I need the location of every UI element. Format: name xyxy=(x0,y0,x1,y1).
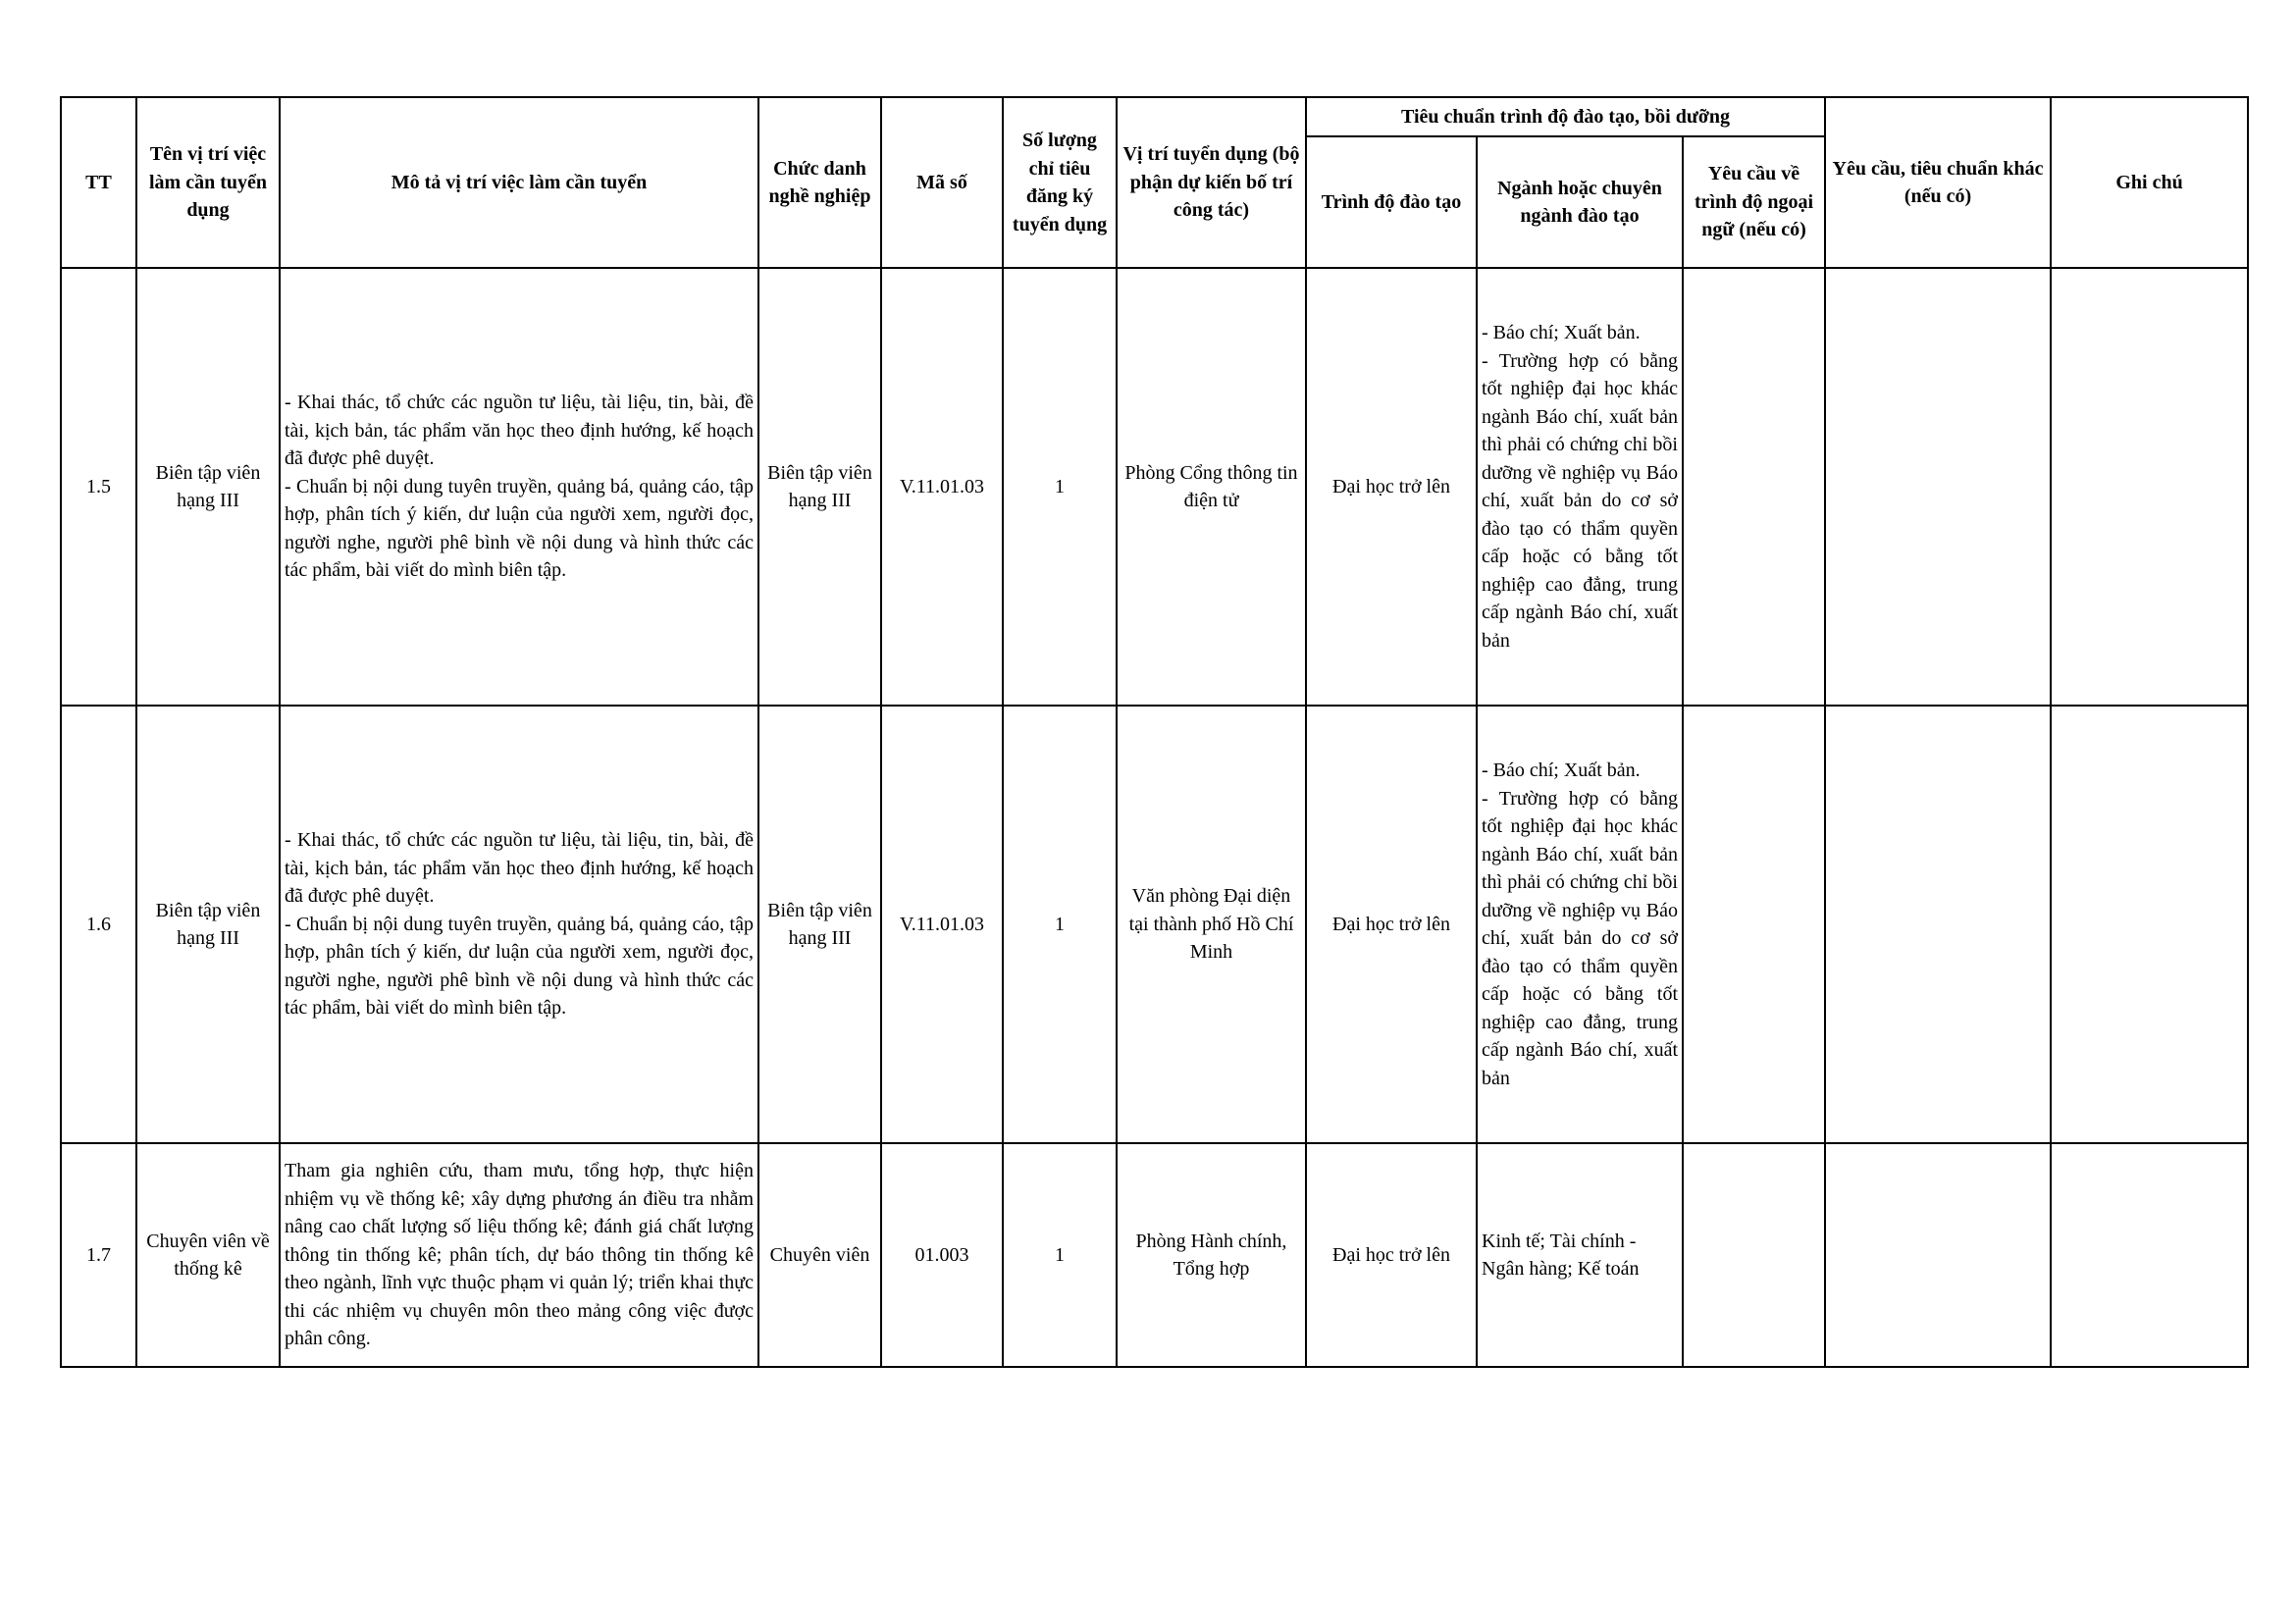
cell-quota: 1 xyxy=(1003,706,1117,1143)
table-row xyxy=(61,1143,2248,1367)
cell-education-level: Đại học trở lên xyxy=(1306,268,1477,706)
header-code: Mã số xyxy=(881,97,1003,268)
cell-quota: 1 xyxy=(1003,1143,1117,1367)
cell-title: Biên tập viên hạng III xyxy=(758,268,881,706)
header-major: Ngành hoặc chuyên ngành đào tạo xyxy=(1477,136,1683,268)
header-training-group: Tiêu chuẩn trình độ đào tạo, bồi dưỡng xyxy=(1306,97,1825,136)
header-position-name: Tên vị trí việc làm cần tuyển dụng xyxy=(136,97,280,268)
cell-language xyxy=(1683,268,1825,706)
cell-department: Văn phòng Đại diện tại thành phố Hồ Chí Minh xyxy=(1117,706,1306,1143)
cell-other-requirements xyxy=(1825,706,2051,1143)
cell-notes xyxy=(2051,1143,2248,1367)
header-language: Yêu cầu về trình độ ngoại ngữ (nếu có) xyxy=(1683,136,1825,268)
cell-tt: 1.6 xyxy=(61,706,136,1143)
cell-education-level: Đại học trở lên xyxy=(1306,706,1477,1143)
table-row xyxy=(61,706,2248,1143)
cell-notes xyxy=(2051,268,2248,706)
recruitment-table xyxy=(60,96,2249,1368)
header-row-top xyxy=(61,97,2248,136)
cell-code: V.11.01.03 xyxy=(881,706,1003,1143)
header-notes: Ghi chú xyxy=(2051,97,2248,268)
cell-major: - Báo chí; Xuất bản. - Trường hợp có bằng tốt nghiệp đại học khác ngành Báo chí, xuất bản thì phải có chứng chỉ bồi dưỡng về nghiệp vụ Báo chí, xuất bản do cơ sở đào tạo có thẩm quyền cấp hoặc có bằng tốt nghiệp cao đẳng, trung cấp ngành Báo chí, xuất bản xyxy=(1477,268,1683,706)
table-row xyxy=(61,268,2248,706)
header-department: Vị trí tuyển dụng (bộ phận dự kiến bố trí công tác) xyxy=(1117,97,1306,268)
cell-description: - Khai thác, tổ chức các nguồn tư liệu, tài liệu, tin, bài, đề tài, kịch bản, tác phẩm văn học theo định hướng, kế hoạch đã được phê duyệt. - Chuẩn bị nội dung tuyên truyền, quảng bá, quảng cáo, tập hợp, phân tích ý kiến, dư luận của người xem, người đọc, người nghe, người phê bình về nội dung và hình thức các tác phẩm, bài viết do mình biên tập. xyxy=(280,706,758,1143)
header-education-level: Trình độ đào tạo xyxy=(1306,136,1477,268)
cell-tt: 1.7 xyxy=(61,1143,136,1367)
header-tt: TT xyxy=(61,97,136,268)
cell-position-name: Biên tập viên hạng III xyxy=(136,706,280,1143)
header-quota: Số lượng chỉ tiêu đăng ký tuyển dụng xyxy=(1003,97,1117,268)
cell-notes xyxy=(2051,706,2248,1143)
cell-description: - Khai thác, tổ chức các nguồn tư liệu, tài liệu, tin, bài, đề tài, kịch bản, tác phẩm văn học theo định hướng, kế hoạch đã được phê duyệt. - Chuẩn bị nội dung tuyên truyền, quảng bá, quảng cáo, tập hợp, phân tích ý kiến, dư luận của người xem, người đọc, người nghe, người phê bình về nội dung và hình thức các tác phẩm, bài viết do mình biên tập. xyxy=(280,268,758,706)
cell-major: - Báo chí; Xuất bản. - Trường hợp có bằng tốt nghiệp đại học khác ngành Báo chí, xuất bản thì phải có chứng chỉ bồi dưỡng về nghiệp vụ Báo chí, xuất bản do cơ sở đào tạo có thẩm quyền cấp hoặc có bằng tốt nghiệp cao đẳng, trung cấp ngành Báo chí, xuất bản xyxy=(1477,706,1683,1143)
cell-language xyxy=(1683,706,1825,1143)
header-title: Chức danh nghề nghiệp xyxy=(758,97,881,268)
header-description: Mô tả vị trí việc làm cần tuyển xyxy=(280,97,758,268)
cell-code: 01.003 xyxy=(881,1143,1003,1367)
header-other-requirements: Yêu cầu, tiêu chuẩn khác (nếu có) xyxy=(1825,97,2051,268)
cell-other-requirements xyxy=(1825,1143,2051,1367)
cell-department: Phòng Hành chính, Tổng hợp xyxy=(1117,1143,1306,1367)
cell-title: Chuyên viên xyxy=(758,1143,881,1367)
cell-position-name: Chuyên viên về thống kê xyxy=(136,1143,280,1367)
cell-tt: 1.5 xyxy=(61,268,136,706)
cell-position-name: Biên tập viên hạng III xyxy=(136,268,280,706)
cell-title: Biên tập viên hạng III xyxy=(758,706,881,1143)
cell-department: Phòng Cổng thông tin điện tử xyxy=(1117,268,1306,706)
cell-language xyxy=(1683,1143,1825,1367)
cell-code: V.11.01.03 xyxy=(881,268,1003,706)
cell-other-requirements xyxy=(1825,268,2051,706)
cell-description: Tham gia nghiên cứu, tham mưu, tổng hợp, thực hiện nhiệm vụ về thống kê; xây dựng phương án điều tra nhằm nâng cao chất lượng số liệu thống kê; đánh giá chất lượng thông tin thống kê; phân tích, dự báo thông tin thống kê theo ngành, lĩnh vực thuộc phạm vi quản lý; triển khai thực thi các nhiệm vụ chuyên môn theo mảng công việc được phân công. xyxy=(280,1143,758,1367)
cell-education-level: Đại học trở lên xyxy=(1306,1143,1477,1367)
cell-major: Kinh tế; Tài chính - Ngân hàng; Kế toán xyxy=(1477,1143,1683,1367)
cell-quota: 1 xyxy=(1003,268,1117,706)
